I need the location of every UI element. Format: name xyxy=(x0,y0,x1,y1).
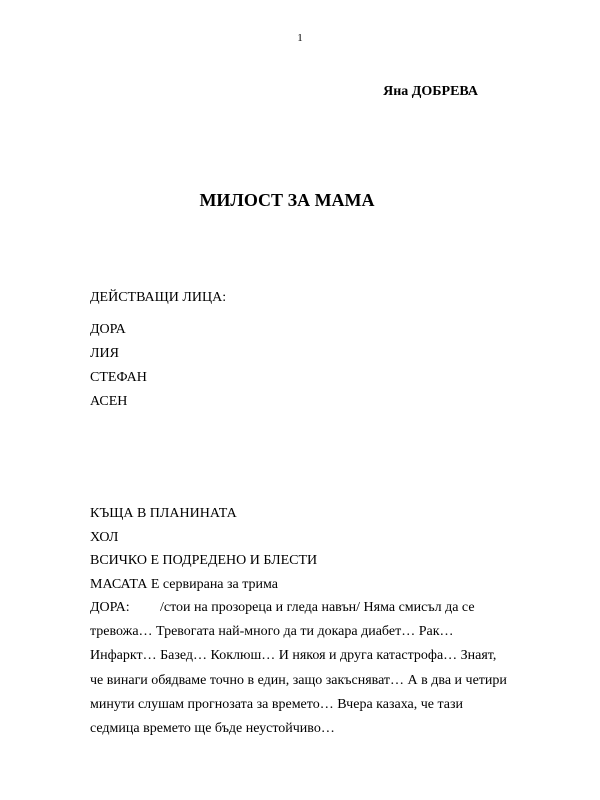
cast-item-stefan: СТЕФАН xyxy=(90,370,147,385)
setting-line: ХОЛ xyxy=(90,529,119,545)
cast-heading: ДЕЙСТВАЩИ ЛИЦА: xyxy=(90,290,227,305)
dialogue-text: /стои на прозореца и гледа навън/ Няма смисъл да се тревожа… Тревогата най-много да ти докара диабет… Рак… Инфаркт… Базед… Коклюш… И някоя и друга катастрофа… Знаят, че винаги обядваме точно в един, защо закъсняват… А в два и четири минути слушам прогнозата за времето… Вчера казаха, че тази седмица времето ще бъде неустойчиво… xyxy=(90,600,507,737)
cast-list xyxy=(90,318,147,414)
cast-item-liya: ЛИЯ xyxy=(90,346,119,361)
setting-line: ВСИЧКО Е ПОДРЕДЕНО И БЛЕСТИ xyxy=(90,553,318,568)
dialogue-paragraph xyxy=(90,596,510,741)
stage-setting xyxy=(90,502,317,596)
page-number: 1 xyxy=(297,32,303,44)
cast-item-dora: ДОРА xyxy=(90,322,126,337)
author-name: Яна ДОБРЕВА xyxy=(383,84,478,99)
play-title: МИЛОСТ ЗА МАМА xyxy=(199,190,375,210)
cast-item-asen: АСЕН xyxy=(90,394,128,409)
dialogue-speaker: ДОРА: xyxy=(90,600,130,615)
setting-line: МАСАТА Е сервирана за трима xyxy=(90,576,279,592)
setting-line: КЪЩА В ПЛАНИНАТА xyxy=(90,506,237,521)
